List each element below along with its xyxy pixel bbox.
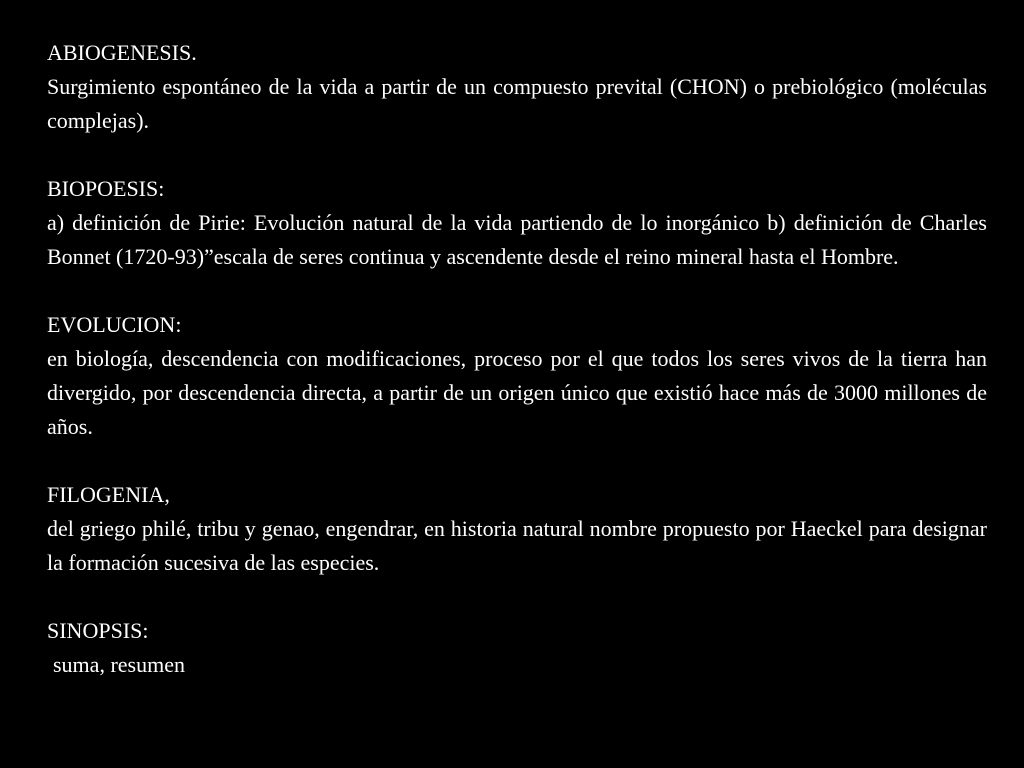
term-sinopsis: SINOPSIS: [47, 618, 149, 643]
section-evolucion [47, 308, 987, 444]
section-abiogenesis [47, 36, 987, 138]
section-sinopsis [47, 614, 987, 682]
definition-sinopsis: suma, resumen [53, 652, 185, 677]
definition-biopoesis: a) definición de Pirie: Evolución natural de la vida partiendo de lo inorgánico b) definición de Charles Bonnet (1720-93)”escala de seres continua y ascendente desde el reino mineral hasta el Hombre. [47, 210, 987, 269]
term-biopoesis: BIOPOESIS: [47, 176, 165, 201]
definition-evolucion: en biología, descendencia con modificaciones, proceso por el que todos los seres vivos de la tierra han divergido, por descendencia directa, a partir de un origen único que existió hace más de 3000 millones de años. [47, 346, 987, 439]
definition-filogenia: del griego philé, tribu y genao, engendrar, en historia natural nombre propuesto por Haeckel para designar la formación sucesiva de las especies. [47, 516, 987, 575]
section-filogenia [47, 478, 987, 580]
section-biopoesis [47, 172, 987, 274]
slide-content [47, 36, 987, 716]
term-filogenia: FILOGENIA, [47, 482, 170, 507]
term-evolucion: EVOLUCION: [47, 312, 182, 337]
term-abiogenesis: ABIOGENESIS. [47, 40, 197, 65]
definition-abiogenesis: Surgimiento espontáneo de la vida a partir de un compuesto prevital (CHON) o prebiológico (moléculas complejas). [47, 74, 987, 133]
